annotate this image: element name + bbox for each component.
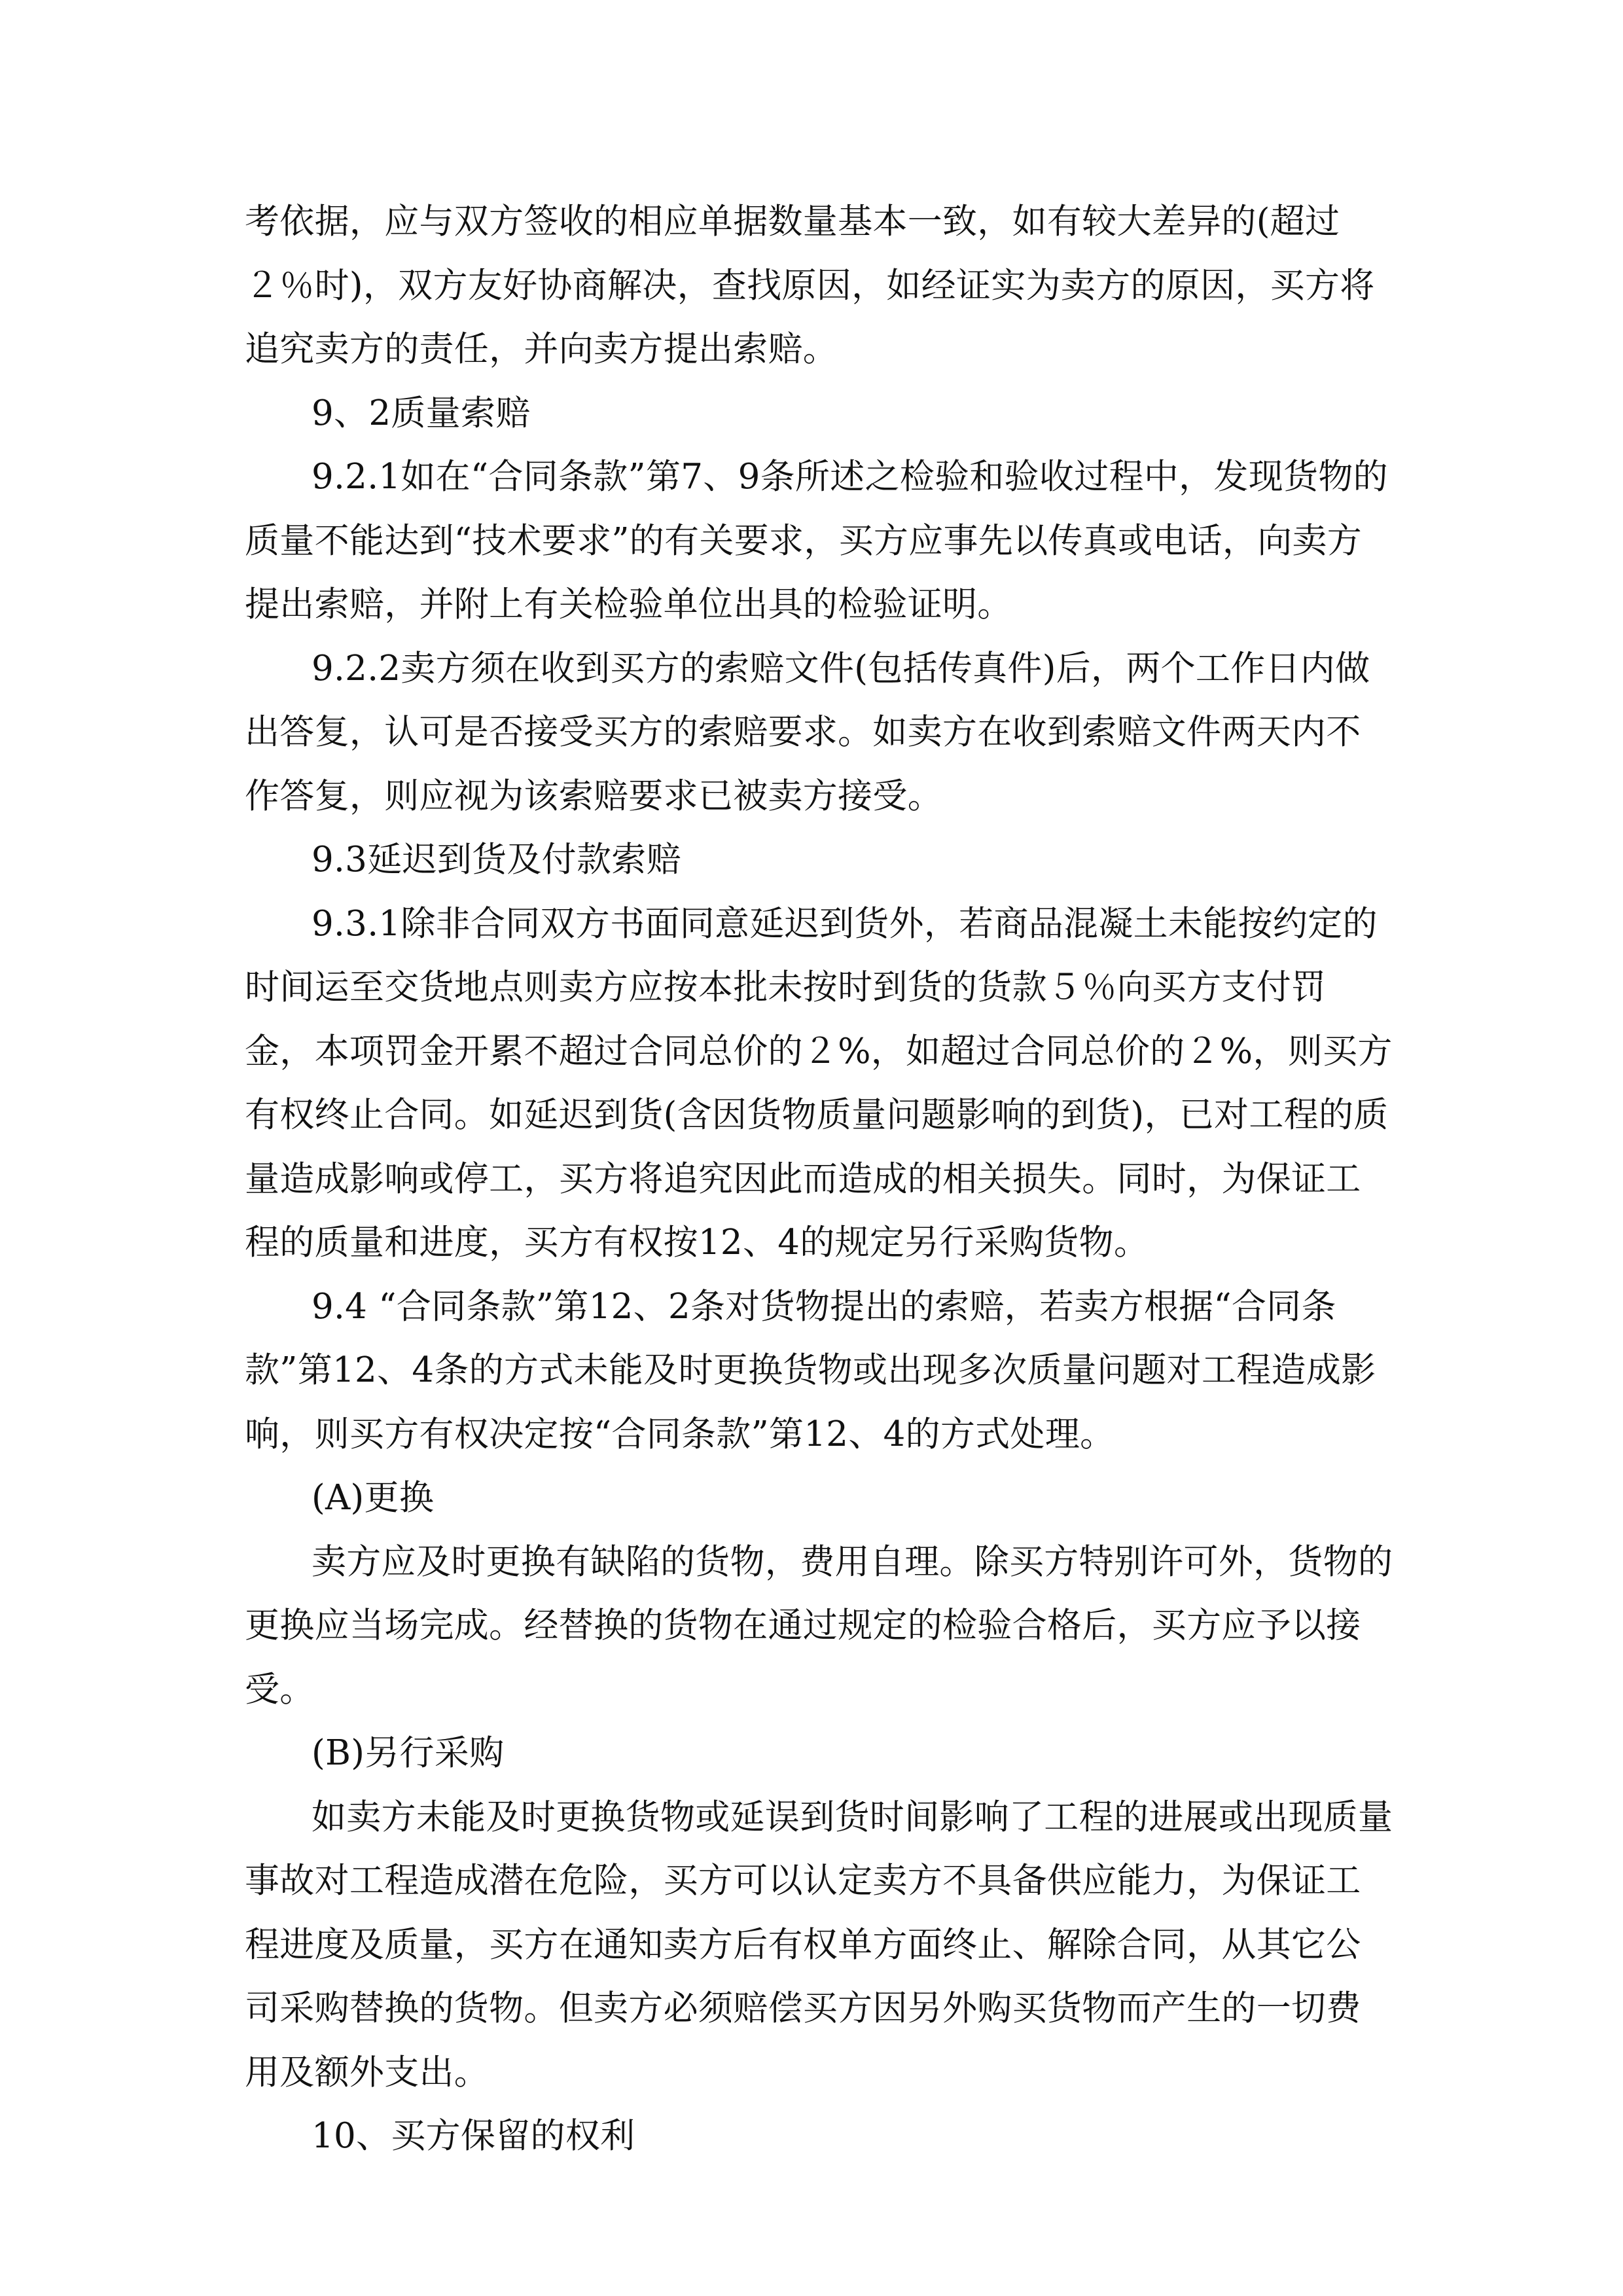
document-body [245, 190, 1395, 2168]
heading-quality-claim: 9、2质量索赔 [312, 393, 531, 433]
paragraph-9-2-1: 9.2.1如在“合同条款”第7、9条所述之检验和验收过程中，发现货物的质量不能达到“技术要求”的有关要求，买方应事先以传真或电话，向卖方提出索赔，并附上有关检验单位出具的检验证明。 [245, 457, 1388, 624]
paragraph-9-4: 9.4 “合同条款”第12、2条对货物提出的索赔，若卖方根据“合同条款”第12、4条的方式未能及时更换货物或出现多次质量问题对工程造成影响，则买方有权决定按“合同条款”第12、4的方式处理。 [245, 1286, 1376, 1454]
paragraph-9-2-2: 9.2.2卖方须在收到买方的索赔文件(包括传真件)后，两个工作日内做出答复，认可是否接受买方的索赔要求。如卖方在收到索赔文件两天内不作答复，则应视为该索赔要求已被卖方接受。 [245, 648, 1370, 816]
paragraph-inspection-basis: 考依据，应与双方签收的相应单据数量基本一致，如有较大差异的(超过２％时)，双方友好协商解决，查找原因，如经证实为卖方的原因，买方将追究卖方的责任，并向卖方提出索赔。 [245, 202, 1375, 369]
heading-alternative-purchase: (B)另行采购 [312, 1733, 505, 1773]
paragraph-replacement: 卖方应及时更换有缺陷的货物，费用自理。除买方特别许可外，货物的更换应当场完成。经替换的货物在通过规定的检验合格后，买方应予以接受。 [245, 1541, 1393, 1710]
heading-buyer-rights: 10、买方保留的权利 [312, 2116, 635, 2156]
heading-replacement: (A)更换 [312, 1478, 435, 1518]
paragraph-alternative-purchase: 如卖方未能及时更换货物或延误到货时间影响了工程的进展或出现质量事故对工程造成潜在危险，买方可以认定卖方不具备供应能力，为保证工程进度及质量，买方在通知卖方后有权单方面终止、解除合同，从其它公司采购替换的货物。但卖方必须赔偿买方因另外购买货物而产生的一切费用及额外支出。 [245, 1797, 1393, 2092]
paragraph-9-3-1: 9.3.1除非合同双方书面同意延迟到货外，若商品混凝土未能按约定的时间运至交货地点则卖方应按本批未按时到货的货款５％向买方支付罚金，本项罚金开累不超过合同总价的２%，如超过合同总价的２%，则买方有权终止合同。如延迟到货(含因货物质量问题影响的到货)，已对工程的质量造成影响或停工，买方将追究因此而造成的相关损失。同时，为保证工程的质量和进度，买方有权按12、4的规定另行采购货物。 [245, 903, 1393, 1263]
heading-delay-claim: 9.3延迟到货及付款索赔 [312, 840, 681, 880]
